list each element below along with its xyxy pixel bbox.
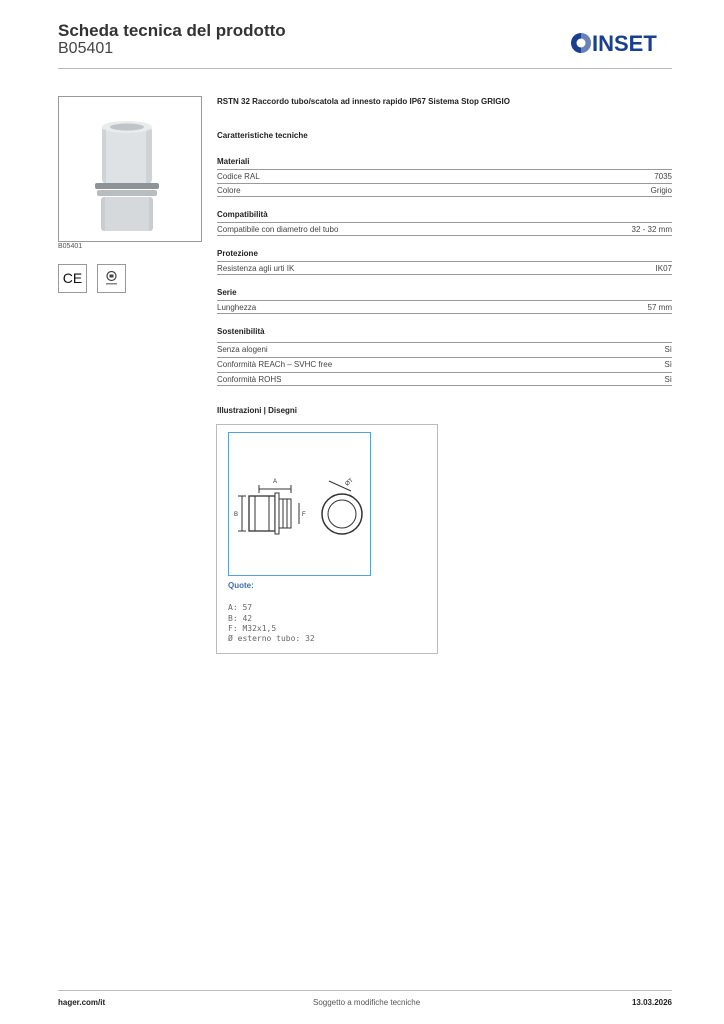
spec-row bbox=[217, 183, 672, 197]
spec-label: Lunghezza bbox=[217, 303, 257, 312]
spec-label: Colore bbox=[217, 186, 241, 195]
footer-website-link[interactable]: hager.com/it bbox=[58, 998, 106, 1007]
spec-label: Resistenza agli urti IK bbox=[217, 264, 295, 273]
footer-date: 13.03.2026 bbox=[631, 998, 672, 1007]
dimension-line: Ø esterno tubo: 32 bbox=[228, 634, 315, 643]
spec-row bbox=[217, 222, 672, 236]
spec-label: Conformità ROHS bbox=[217, 375, 282, 384]
spec-row bbox=[217, 169, 672, 183]
dim-label-b: B bbox=[234, 512, 239, 518]
spec-value: Sì bbox=[664, 375, 672, 384]
certification-icon bbox=[97, 264, 126, 293]
group-title-compatibilita: Compatibilità bbox=[217, 210, 268, 219]
spec-value: Sì bbox=[664, 360, 672, 369]
technical-drawing bbox=[228, 432, 371, 576]
illustrations-heading: Illustrazioni | Disegni bbox=[217, 406, 298, 415]
ce-mark-icon: CE bbox=[58, 264, 87, 293]
dimension-line: A: 57 bbox=[228, 603, 253, 612]
spec-row bbox=[217, 342, 672, 356]
spec-label: Conformità REACh – SVHC free bbox=[217, 360, 333, 369]
spec-label: Senza alogeni bbox=[217, 345, 268, 354]
inset-logo bbox=[570, 29, 674, 57]
spec-value: 32 - 32 mm bbox=[631, 225, 672, 234]
specs-heading: Caratteristiche tecniche bbox=[217, 131, 308, 140]
dim-label-f: F bbox=[302, 512, 306, 518]
spec-value: Sì bbox=[664, 345, 672, 354]
product-image-caption: B05401 bbox=[58, 243, 83, 250]
group-title-sostenibilita: Sostenibilità bbox=[217, 327, 265, 336]
dim-label-ot: ØT bbox=[344, 477, 355, 488]
dimension-line: B: 42 bbox=[228, 614, 253, 623]
footer-divider bbox=[58, 990, 672, 991]
logo-text: INSET bbox=[592, 31, 657, 56]
footer-note: Soggetto a modifiche tecniche bbox=[313, 998, 421, 1007]
group-title-serie: Serie bbox=[217, 288, 237, 297]
header-divider bbox=[58, 68, 672, 69]
page-title: Scheda tecnica del prodotto bbox=[58, 21, 286, 40]
group-title-materiali: Materiali bbox=[217, 157, 250, 166]
spec-value: 57 mm bbox=[647, 303, 672, 312]
spec-row bbox=[217, 300, 672, 314]
spec-label: Codice RAL bbox=[217, 172, 260, 181]
dim-label-a: A bbox=[273, 479, 278, 485]
spec-row bbox=[217, 261, 672, 275]
product-description: RSTN 32 Raccordo tubo/scatola ad innesto rapido IP67 Sistema Stop GRIGIO bbox=[217, 97, 510, 106]
spec-row bbox=[217, 357, 672, 371]
group-title-protezione: Protezione bbox=[217, 249, 258, 258]
product-image-frame bbox=[58, 96, 202, 242]
spec-value: IK07 bbox=[655, 264, 672, 273]
spec-value: Grigio bbox=[650, 186, 672, 195]
spec-row bbox=[217, 372, 672, 386]
spec-label: Compatibile con diametro del tubo bbox=[217, 225, 339, 234]
dimension-line: F: M32x1,5 bbox=[228, 624, 277, 633]
product-code: B05401 bbox=[58, 40, 114, 57]
product-image bbox=[59, 97, 201, 241]
spec-value: 7035 bbox=[654, 172, 672, 181]
dimensions-title: Quote: bbox=[228, 581, 254, 590]
